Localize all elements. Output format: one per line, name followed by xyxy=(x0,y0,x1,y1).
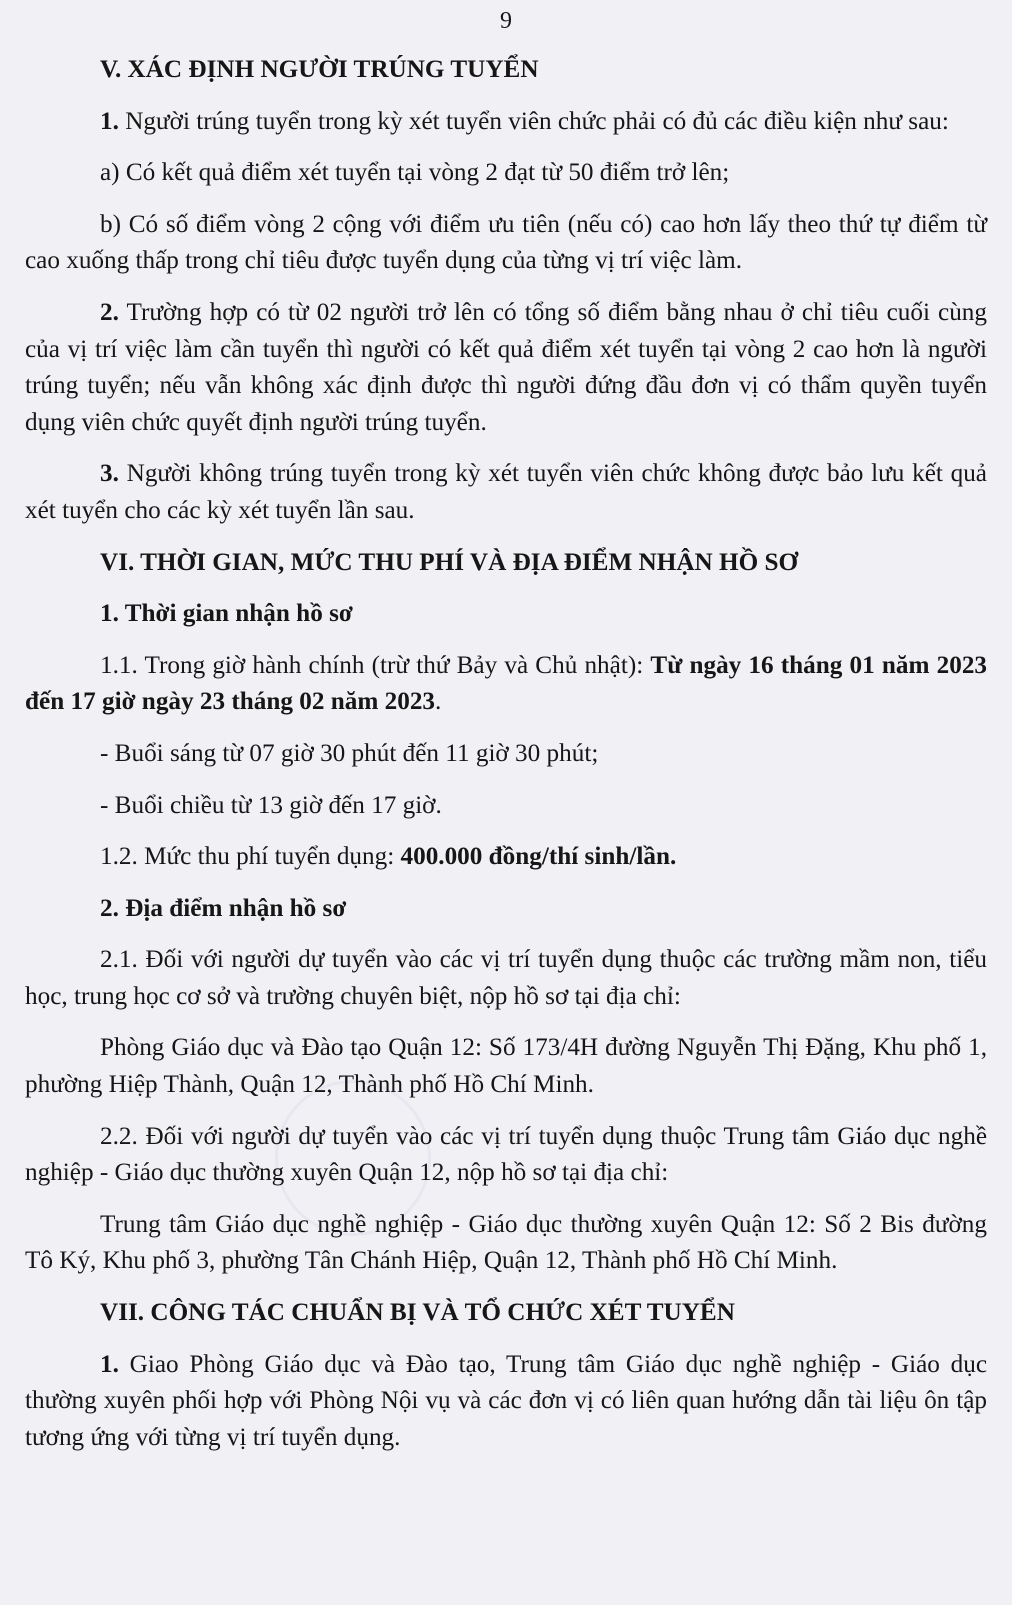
item-number: 3. xyxy=(100,460,119,488)
item-text: Giao Phòng Giáo dục và Đào tạo, Trung tâm Giáo dục nghề nghiệp - Giáo dục thường xuyên phối hợp với Phòng Nội vụ và các đơn vị có liên quan hướng dẫn tài liệu ôn tập tương ứng với từng vị trí tuyển dụng. xyxy=(25,1350,987,1451)
item-text: Người không trúng tuyển trong kỳ xét tuyển viên chức không được bảo lưu kết quả xét tuyển cho các kỳ xét tuyển lần sau. xyxy=(25,460,987,524)
section-vii-item-1 xyxy=(25,1347,987,1457)
item-bold-text: Từ ngày 16 tháng 01 năm 2023 đến 17 giờ ngày 23 tháng 02 năm 2023 xyxy=(25,651,988,716)
page-number: 9 xyxy=(500,8,512,34)
item-text: 1.1. Trong giờ hành chính (trừ thứ Bảy và Chủ nhật): xyxy=(100,651,651,679)
section-vi-sub-1-heading: 1. Thời gian nhận hồ sơ xyxy=(100,600,353,628)
section-vi-heading: VI. THỜI GIAN, MỨC THU PHÍ VÀ ĐỊA ĐIỂM NHẬN HỒ SƠ xyxy=(100,548,799,576)
morning-hours: - Buổi sáng từ 07 giờ 30 phút đến 11 giờ 30 phút; xyxy=(100,739,599,767)
document-body xyxy=(25,52,987,1471)
address-1: Phòng Giáo dục và Đào tạo Quận 12: Số 173/4H đường Nguyễn Thị Đặng, Khu phố 1, phường Hiệp Thành, Quận 12, Thành phố Hồ Chí Minh. xyxy=(25,1034,987,1099)
section-v-item-1b: b) Có số điểm vòng 2 cộng với điểm ưu tiên (nếu có) cao hơn lấy theo thứ tự điểm từ cao xuống thấp trong chỉ tiêu được tuyển dụng của từng vị trí việc làm. xyxy=(25,210,987,275)
item-number: 1. xyxy=(100,1350,119,1378)
section-vii-heading: VII. CÔNG TÁC CHUẨN BỊ VÀ TỔ CHỨC XÉT TUYỂN xyxy=(100,1299,735,1327)
item-text: Trường hợp có từ 02 người trở lên có tổng số điểm bằng nhau ở chỉ tiêu cuối cùng của vị trí việc làm cần tuyển thì người có kết quả điểm xét tuyển tại vòng 2 cao hơn là người trúng tuyển; nếu vẫn không xác định được thì người đứng đầu đơn vị có thẩm quyền tuyển dụng viên chức quyết định người trúng tuyển. xyxy=(25,298,987,436)
item-number: 2. xyxy=(100,298,119,326)
section-vi-item-2-1: 2.1. Đối với người dự tuyển vào các vị trí tuyển dụng thuộc các trường mầm non, tiểu học, trung học cơ sở và trường chuyên biệt, nộp hồ sơ tại địa chỉ: xyxy=(25,946,987,1010)
section-vi-item-2-2: 2.2. Đối với người dự tuyển vào các vị trí tuyển dụng thuộc Trung tâm Giáo dục nghề nghiệp - Giáo dục thường xuyên Quận 12, nộp hồ sơ tại địa chỉ: xyxy=(25,1122,987,1187)
item-bold-text: 400.000 đồng/thí sinh/lần. xyxy=(400,843,677,871)
section-vi-sub-2-heading: 2. Địa điểm nhận hồ sơ xyxy=(100,894,347,922)
address-2: Trung tâm Giáo dục nghề nghiệp - Giáo dục thường xuyên Quận 12: Số 2 Bis đường Tô Ký, Khu phố 3, phường Tân Chánh Hiệp, Quận 12, Thành phố Hồ Chí Minh. xyxy=(25,1210,987,1275)
section-v-item-1 xyxy=(25,104,987,141)
item-text: Người trúng tuyển trong kỳ xét tuyển viên chức phải có đủ các điều kiện như sau: xyxy=(118,107,949,135)
section-v-item-2 xyxy=(25,295,987,441)
item-end: . xyxy=(435,688,442,716)
item-text: 1.2. Mức thu phí tuyển dụng: xyxy=(100,843,401,871)
section-vi-item-1-2 xyxy=(25,839,987,876)
section-vi-item-1-1 xyxy=(25,648,987,721)
section-v-heading: V. XÁC ĐỊNH NGƯỜI TRÚNG TUYỂN xyxy=(100,56,539,83)
section-v-item-1a: a) Có kết quả điểm xét tuyển tại vòng 2 đạt từ 50 điểm trở lên; xyxy=(100,159,730,187)
item-number: 1. xyxy=(100,107,119,135)
afternoon-hours: - Buổi chiều từ 13 giờ đến 17 giờ. xyxy=(100,791,442,819)
section-v-item-3 xyxy=(25,456,987,529)
